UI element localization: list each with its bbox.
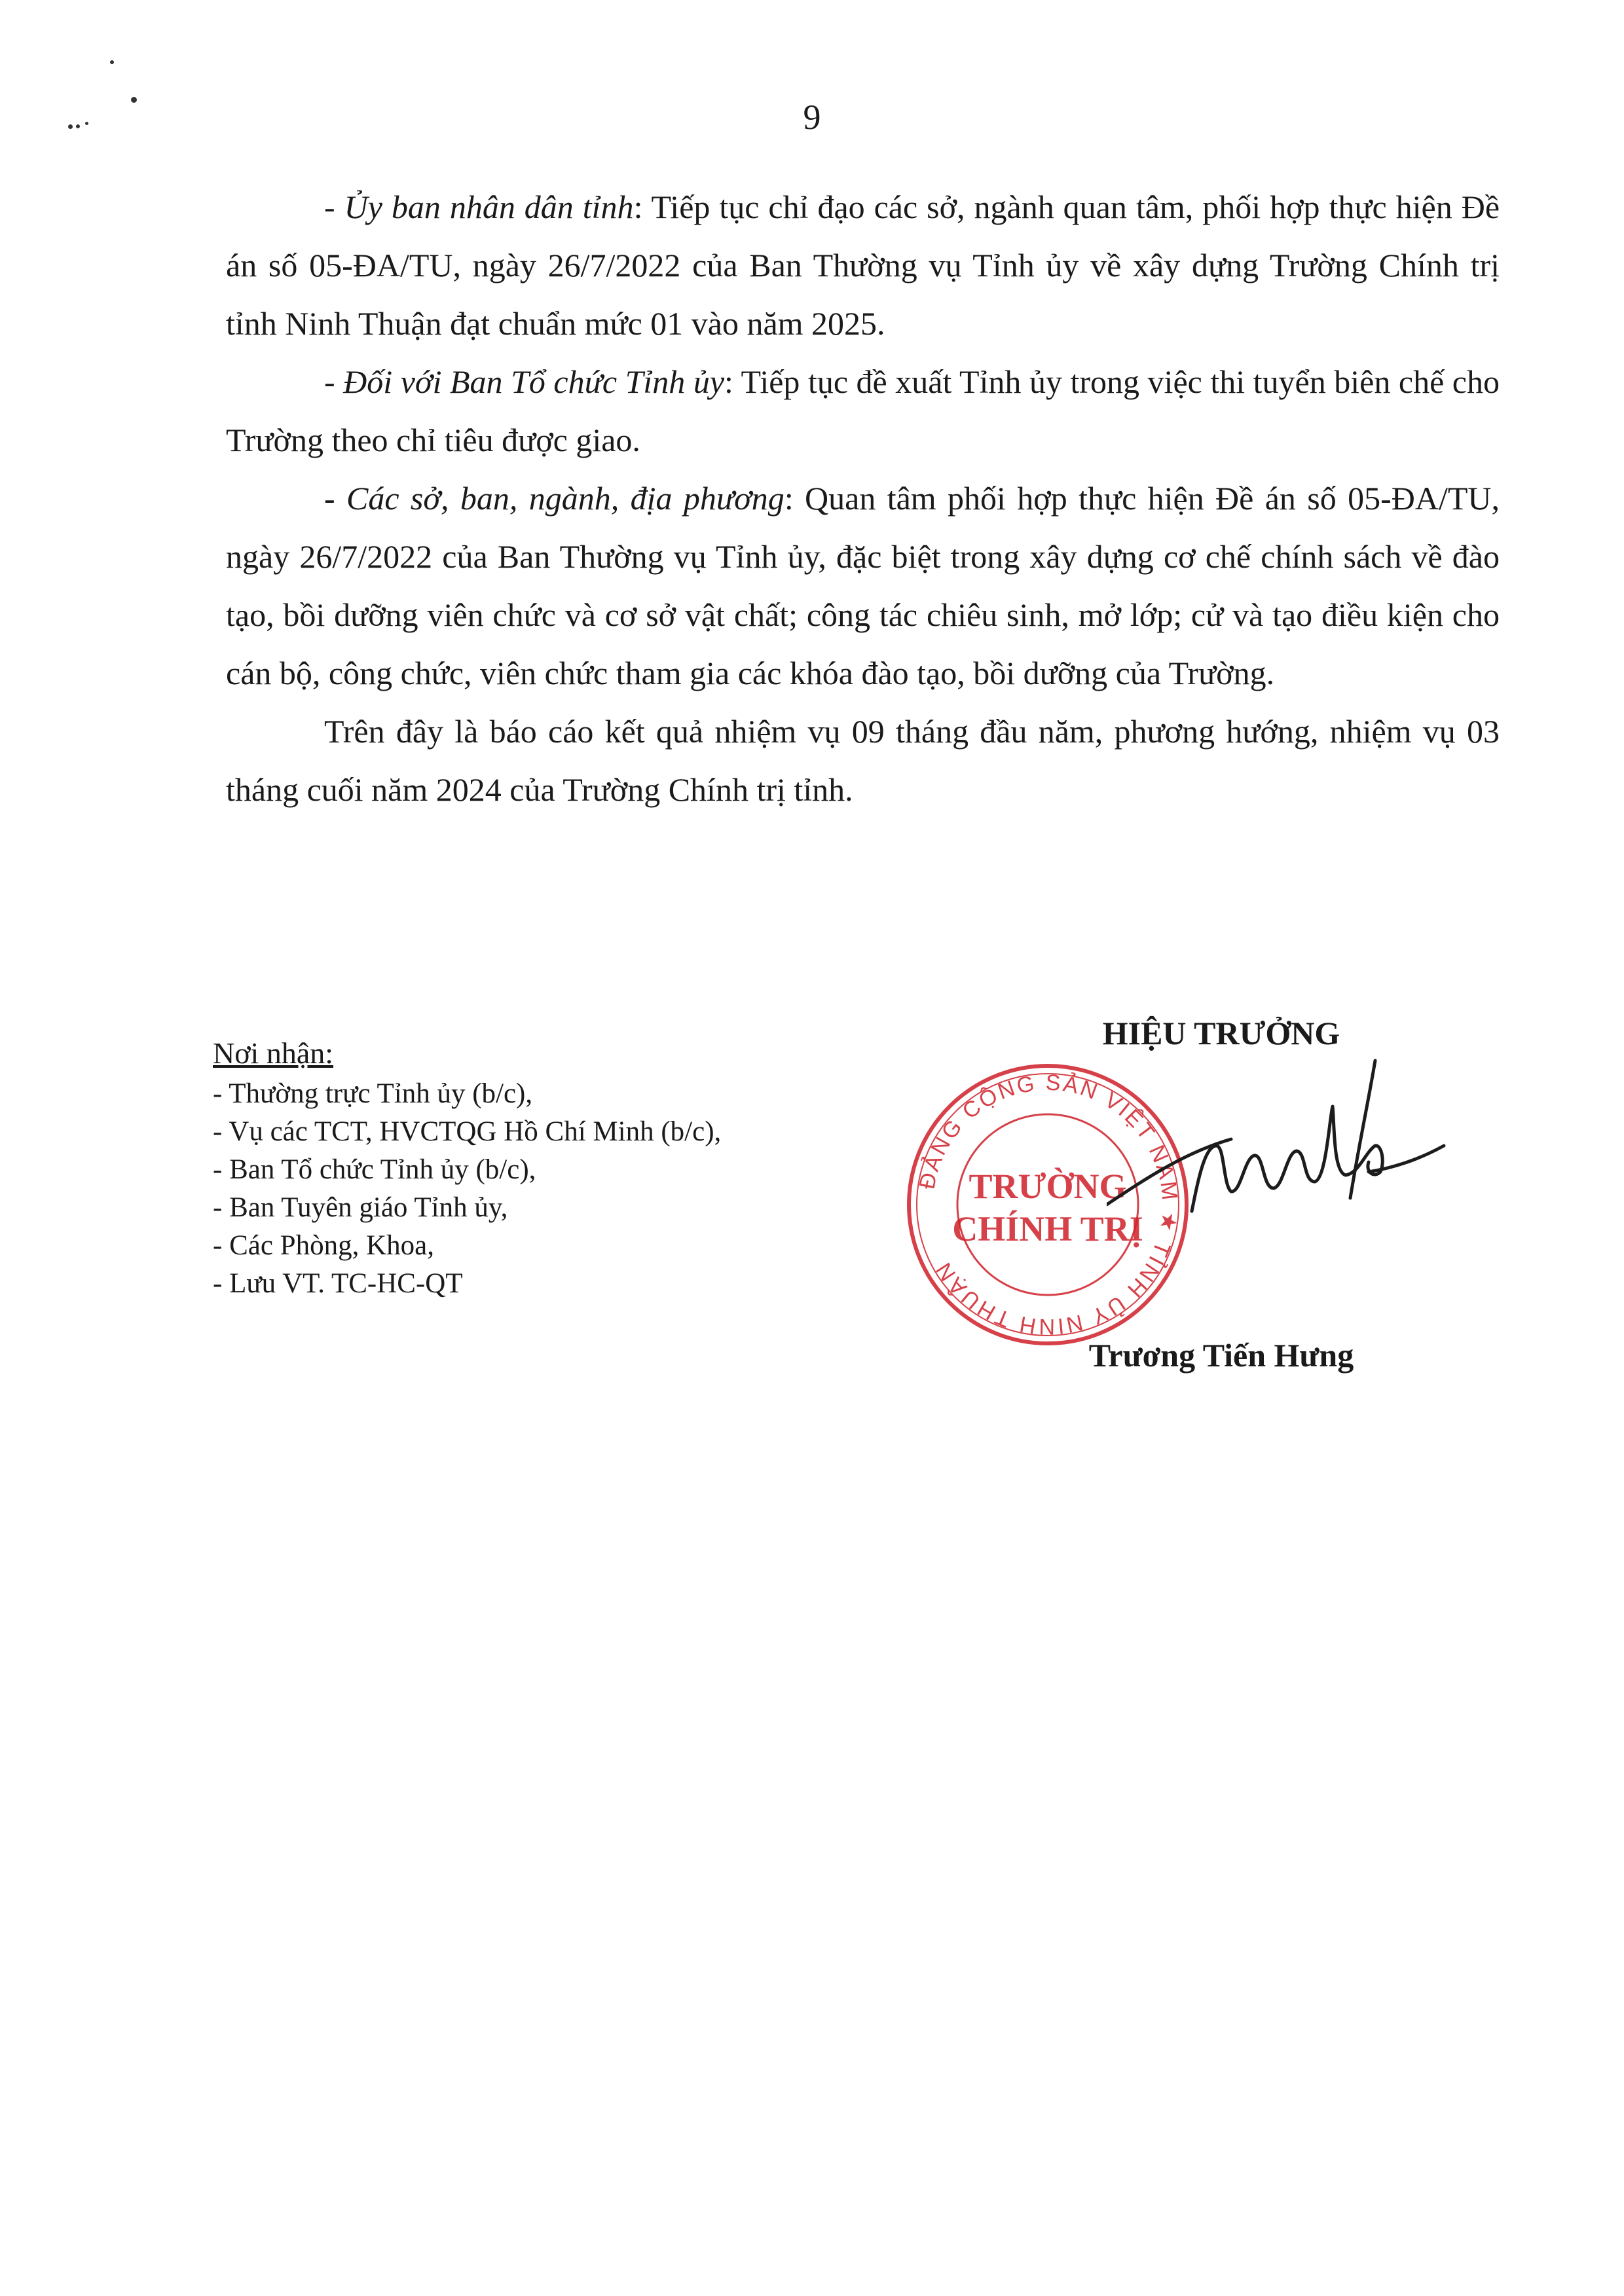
paragraph-provincial-committee — [226, 178, 1500, 353]
signer-title: HIỆU TRƯỞNG — [1102, 1015, 1340, 1051]
document-body — [226, 178, 1500, 819]
recipient-item: - Ban Tổ chức Tỉnh ủy (b/c), — [213, 1154, 536, 1185]
handwritten-signature — [1107, 1048, 1447, 1244]
paragraph-closing — [226, 702, 1500, 819]
signer-name: Trương Tiến Hưng — [1088, 1337, 1354, 1374]
page-number: 9 — [803, 98, 821, 137]
paragraph-text: Trên đây là báo cáo kết quả nhiệm vụ 09 tháng đầu năm, phương hướng, nhiệm vụ 03 tháng cuối năm 2024 của Trường Chính trị tỉnh. — [226, 713, 1500, 808]
recipient-item: - Lưu VT. TC-HC-QT — [213, 1268, 463, 1299]
paragraph-lead: - Các sở, ban, ngành, địa phương — [324, 480, 784, 517]
paragraph-lead: - Ủy ban nhân dân tỉnh — [324, 189, 634, 225]
scan-speck — [110, 60, 114, 64]
paragraph-lead: - Đối với Ban Tổ chức Tỉnh ủy — [324, 363, 725, 400]
recipient-item: - Các Phòng, Khoa, — [213, 1230, 434, 1261]
recipient-item: - Ban Tuyên giáo Tỉnh ủy, — [213, 1192, 508, 1223]
paragraph-text: : Tiếp tục chỉ đạo các sở, ngành quan tâm, phối hợp thực hiện Đề án số 05-ĐA/TU, ngày 26/7/2022 của Ban Thường vụ Tỉnh ủy về xây dựng Trường Chính trị tỉnh Ninh Thuận đạt chuẩn mức 01 vào năm 2025. — [226, 189, 1500, 342]
paragraph-departments — [226, 469, 1500, 702]
stamp-center-line2: CHÍNH TRỊ — [952, 1209, 1143, 1248]
recipient-item: - Thường trực Tỉnh ủy (b/c), — [213, 1078, 533, 1109]
stamp-center-line1: TRƯỜNG — [969, 1167, 1127, 1206]
paragraph-text: : Tiếp tục đề xuất Tỉnh ủy trong việc thi tuyển biên chế cho Trường theo chỉ tiêu được giao. — [226, 363, 1500, 458]
paragraph-organization-board — [226, 353, 1500, 469]
paragraph-text: : Quan tâm phối hợp thực hiện Đề án số 05-ĐA/TU, ngày 26/7/2022 của Ban Thường vụ Tỉnh ủy, đặc biệt trong xây dựng cơ chế chính sách về đào tạo, bồi dưỡng viên chức và cơ sở vật chất; công tác chiêu sinh, mở lớp; cử và tạo điều kiện cho cán bộ, công chức, viên chức tham gia các khóa đào tạo, bồi dưỡng của Trường. — [226, 480, 1500, 691]
recipients-title: Nơi nhận: — [213, 1036, 334, 1070]
stamp-ring-text: ĐẢNG CỘNG SẢN VIỆT NAM ★ TỈNH ỦY NINH THUẬN — [914, 1070, 1183, 1339]
recipients-block — [213, 1034, 868, 1303]
recipient-item: - Vụ các TCT, HVCTQG Hồ Chí Minh (b/c), — [213, 1116, 722, 1147]
